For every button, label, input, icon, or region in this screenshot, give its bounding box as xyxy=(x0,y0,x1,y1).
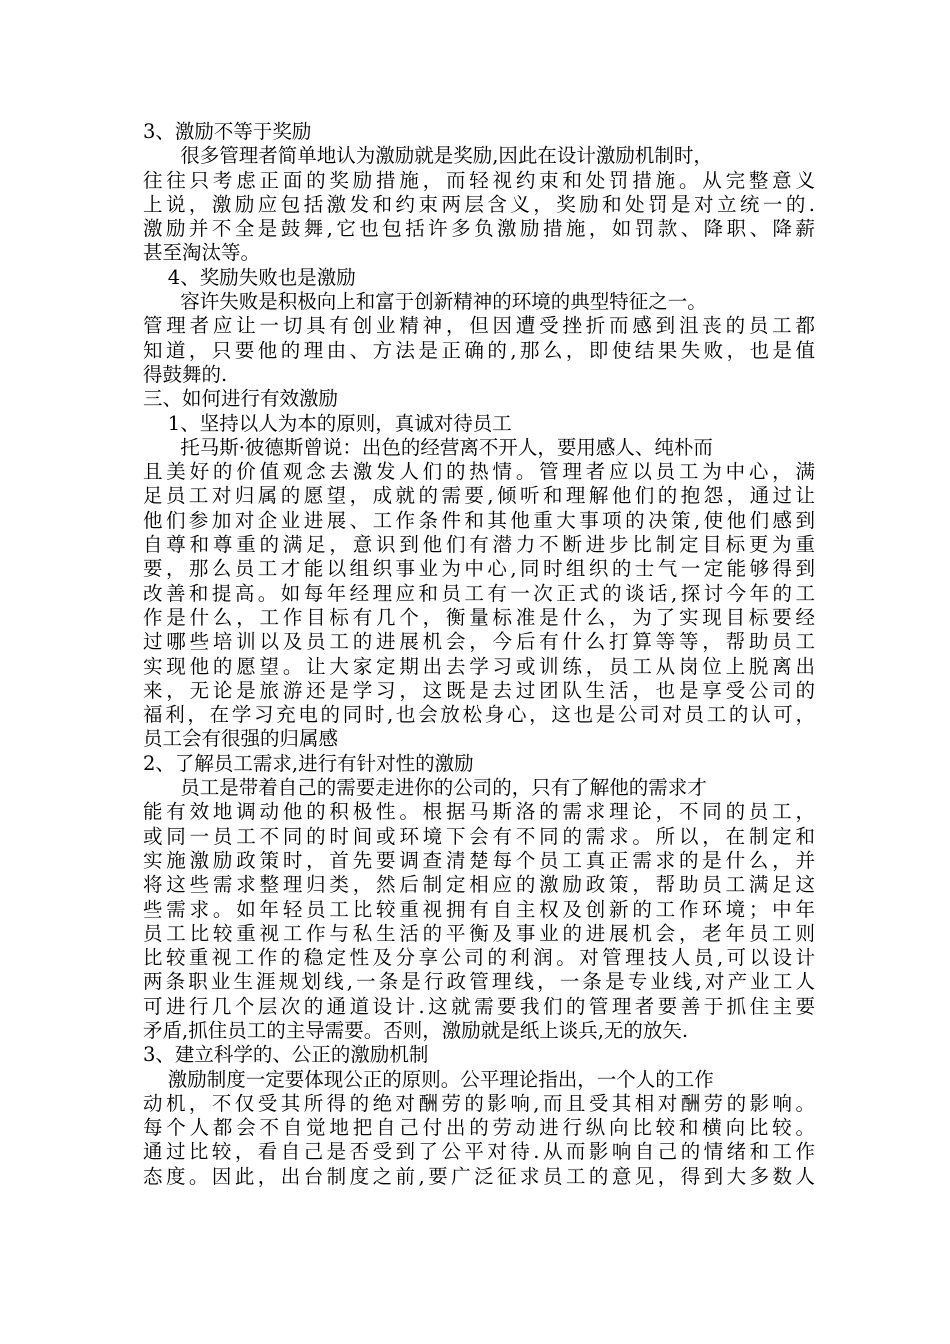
paragraph-line: 激励制度一定要体现公正的原则。公平理论指出，一个人的工作 xyxy=(143,1067,714,1091)
paragraph-line: 自尊和尊重的满足，意识到他们有潜力不断进步比制定目标更为重 xyxy=(143,533,815,557)
paragraph-line: 员工是带着自己的需要走进你的公司的，只有了解他的需求才 xyxy=(143,776,707,800)
paragraph-line: 管理者应让一切具有创业精神，但因遭受挫折而感到沮丧的员工都 xyxy=(143,314,815,338)
section-heading: 3、激励不等于奖励 xyxy=(143,120,312,143)
paragraph-line: 来，无论是旅游还是学习，这既是去过团队生活，也是享受公司的 xyxy=(143,678,815,702)
paragraph-line: 过哪些培训以及员工的进展机会，今后有什么打算等等，帮助员工 xyxy=(143,630,815,654)
chapter-heading: 三、如何进行有效激励 xyxy=(143,387,339,411)
section-heading: 1、坚持以人为本的原则，真诚对待员工 xyxy=(143,411,512,435)
paragraph-line: 往往只考虑正面的奖励措施，而轻视约束和处罚措施。从完整意义 xyxy=(143,168,815,192)
paragraph-line: 福利，在学习充电的同时,也会放松身心，这也是公司对员工的认可， xyxy=(143,703,815,727)
paragraph-line: 两条职业生涯规划线,一条是行政管理线，一条是专业线,对产业工人 xyxy=(143,970,815,994)
paragraph-line: 能有效地调动他的积极性。根据马斯洛的需求理论，不同的员工， xyxy=(143,800,815,824)
paragraph-line: 足员工对归属的愿望，成就的需要,倾听和理解他们的抱怨，通过让 xyxy=(143,484,815,508)
paragraph-line: 些需求。如年轻员工比较重视拥有自主权及创新的工作环境；中年 xyxy=(143,897,815,921)
paragraph-line: 托马斯·彼德斯曾说：出色的经营离不开人，要用感人、纯朴而 xyxy=(143,435,713,459)
document-body xyxy=(143,120,815,1189)
paragraph-line: 可进行几个层次的通道设计.这就需要我们的管理者要善于抓住主要 xyxy=(143,994,815,1018)
paragraph-line: 知道，只要他的理由、方法是正确的,那么，即使结果失败，也是值 xyxy=(143,338,815,362)
paragraph-line: 激励并不全是鼓舞,它也包括许多负激励措施，如罚款、降职、降薪 xyxy=(143,217,815,241)
paragraph-line: 上说，激励应包括激发和约束两层含义，奖励和处罚是对立统一的. xyxy=(143,192,815,216)
paragraph-line: 每个人都会不自觉地把自己付出的劳动进行纵向比较和横向比较。 xyxy=(143,1116,815,1140)
paragraph-line: 作是什么，工作目标有几个，衡量标准是什么，为了实现目标要经 xyxy=(143,605,815,629)
paragraph-line: 实现他的愿望。让大家定期出去学习或训练，员工从岗位上脱离出 xyxy=(143,654,815,678)
paragraph-line: 或同一员工不同的时间或环境下会有不同的需求。所以，在制定和 xyxy=(143,824,815,848)
paragraph-line: 甚至淘汰等。 xyxy=(143,241,261,265)
paragraph-line: 矛盾,抓住员工的主导需要。否则，激励就是纸上谈兵,无的放矢. xyxy=(143,1018,689,1042)
section-heading: 4、奖励失败也是激励 xyxy=(143,265,356,289)
paragraph-line: 且美好的价值观念去激发人们的热情。管理者应以员工为中心，满 xyxy=(143,460,815,484)
paragraph-line: 要，那么员工才能以组织事业为中心,同时组织的士气一定能够得到 xyxy=(143,557,815,581)
paragraph-line: 实施激励政策时，首先要调查清楚每个员工真正需求的是什么，并 xyxy=(143,848,815,872)
paragraph-line: 动机，不仅受其所得的绝对酬劳的影响,而且受其相对酬劳的影响。 xyxy=(143,1091,815,1115)
paragraph-line: 比较重视工作的稳定性及分享公司的利润。对管理技人员,可以设计 xyxy=(143,946,815,970)
paragraph-line: 员工会有很强的归属感 xyxy=(143,727,339,751)
paragraph-line: 得鼓舞的. xyxy=(143,362,228,386)
paragraph-line: 容许失败是积极向上和富于创新精神的环境的典型特征之一。 xyxy=(143,290,707,314)
paragraph-line: 很多管理者简单地认为激励就是奖励,因此在设计激励机制时， xyxy=(143,144,713,168)
section-heading: 3、建立科学的、公正的激励机制 xyxy=(143,1043,429,1067)
paragraph-line: 员工比较重视工作与私生活的平衡及事业的进展机会，老年员工则 xyxy=(143,921,815,945)
paragraph-line: 改善和提高。如每年经理应和员工有一次正式的谈话,探讨今年的工 xyxy=(143,581,815,605)
paragraph-line: 态度。因此，出台制度之前,要广泛征求员工的意见，得到大多数人 xyxy=(143,1164,815,1188)
paragraph-line: 将这些需求整理归类，然后制定相应的激励政策，帮助员工满足这 xyxy=(143,873,815,897)
section-heading: 2、了解员工需求,进行有针对性的激励 xyxy=(143,751,474,775)
paragraph-line: 他们参加对企业进展、工作条件和其他重大事项的决策,使他们感到 xyxy=(143,508,815,532)
paragraph-line: 通过比较，看自己是否受到了公平对待.从而影响自己的情绪和工作 xyxy=(143,1140,815,1164)
